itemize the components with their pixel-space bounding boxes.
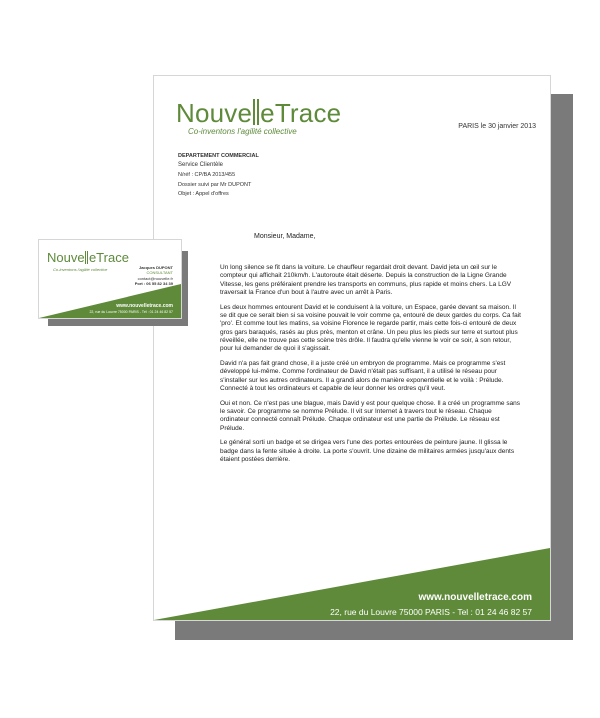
card-tagline: Co-inventons l'agilité collective: [53, 267, 108, 272]
paragraph: Les deux hommes entourent David et le conduisent à la voiture, un Espace, garée devant sa maison. Il se dit que ce serait bien si sa voisine pouvait le voir comme ça, entouré de deux gardes du corps. Ca fait 'pro'. Et comme tout les matins, sa voisine Florence le regarde partir, mais cette fois-ci entouré de deux gros gars baraqués, rasés au plus près, menton et crâne. Un peu plus les pieds sur terre et surtout plus réveillée, elle ne trouve pas cette scène très drôle. Il faudra qu'elle vienne le voir ce soir, à son retour, pour lui demander de quoi il s'agissait.: [220, 303, 521, 353]
logo-bar-icon: [253, 99, 255, 125]
reference: N/réf : CP/BA 2013/455: [178, 172, 236, 178]
footer-website: www.nouvelletrace.com: [418, 592, 532, 603]
paragraph: Un long silence se fit dans la voiture. Le chauffeur regardait droit devant. David jeta un œil sur le compteur qui affichait 210km/h. L'autoroute était déserte. Depuis la construction de la Ligne Grande Vitesse, les gens préféraient prendre les transports en communs, plus rapide et moins chers. La LGV traversait la France d'un bout à l'autre avec un arrêt à Paris.: [220, 264, 512, 296]
card-website: www.nouvelletrace.com: [116, 303, 173, 309]
logo-text-right: eTrace: [260, 98, 342, 128]
company-logo: [176, 98, 341, 129]
footer-address: 22, rue du Louvre 75000 PARIS - Tel : 01 24 46 82 57: [330, 607, 532, 617]
card-email: contact@nouvelle.fr: [137, 276, 173, 281]
logo-bar-icon: [85, 251, 86, 264]
greeting: Monsieur, Madame,: [254, 233, 316, 240]
service: Service Clientèle: [178, 162, 224, 168]
card-address: 22, rue du Louvre 75000 PARIS - Tél : 01 24 46 82 57: [89, 310, 173, 314]
card-title: CONSULTANT: [146, 270, 173, 275]
letter-date: PARIS le 30 janvier 2013: [458, 123, 536, 130]
card-logo-right: eTrace: [88, 250, 129, 265]
logo-tagline: Co-inventons l'agilité collective: [188, 127, 297, 136]
paragraph: David n'a pas fait grand chose, il a juste créé un embryon de programme. Mais ce programme s'est développé lui-même. Comme l'ordinateur de David n'était pas suffisant, il a utilisé le réseau pour s'installer sur les autres ordinateurs. Il a grandi alors de manière exponentielle et le voilà : Prélude. Connecté à tout les ordinateurs et capable de leur donner les ordres qu'il veut.: [220, 359, 506, 392]
paragraph: Le général sorti un badge et se dirigea vers l'une des portes entourées de peinture jaune. Il glissa le badge dans la fente située à droite. La porte s'ouvrit. Une dizaine de militaires armées jusqu'aux dents étaient postées derrière.: [220, 439, 515, 463]
card-phone: Port : 06 55 82 34 39: [134, 281, 173, 286]
card-name: Jacques DUPONT: [138, 265, 173, 270]
card-logo-left: Nouve: [47, 250, 85, 265]
followed-by: Dossier suivi par Mr DUPONT: [178, 182, 252, 188]
subject: Objet : Appel d'offres: [178, 191, 229, 197]
paragraph: Oui et non. Ce n'est pas une blague, mais David y est pour quelque chose. Il a créé un programme sans le savoir. Ce programme se nomme Prélude. Il vit sur Internet à travers tout le réseau. Chaque ordinateur connecté connaît Prélude. Chaque ordinateur est une partie de Prélude. Le réseau est Prélude.: [220, 399, 521, 432]
letterhead-page: [153, 75, 551, 621]
logo-bar-icon: [257, 99, 259, 125]
logo-text-left: Nouve: [176, 98, 253, 128]
department: DEPARTEMENT COMMERCIAL: [178, 153, 259, 159]
business-card: [38, 239, 182, 319]
card-logo: [47, 250, 129, 265]
letter-body: [220, 264, 522, 471]
